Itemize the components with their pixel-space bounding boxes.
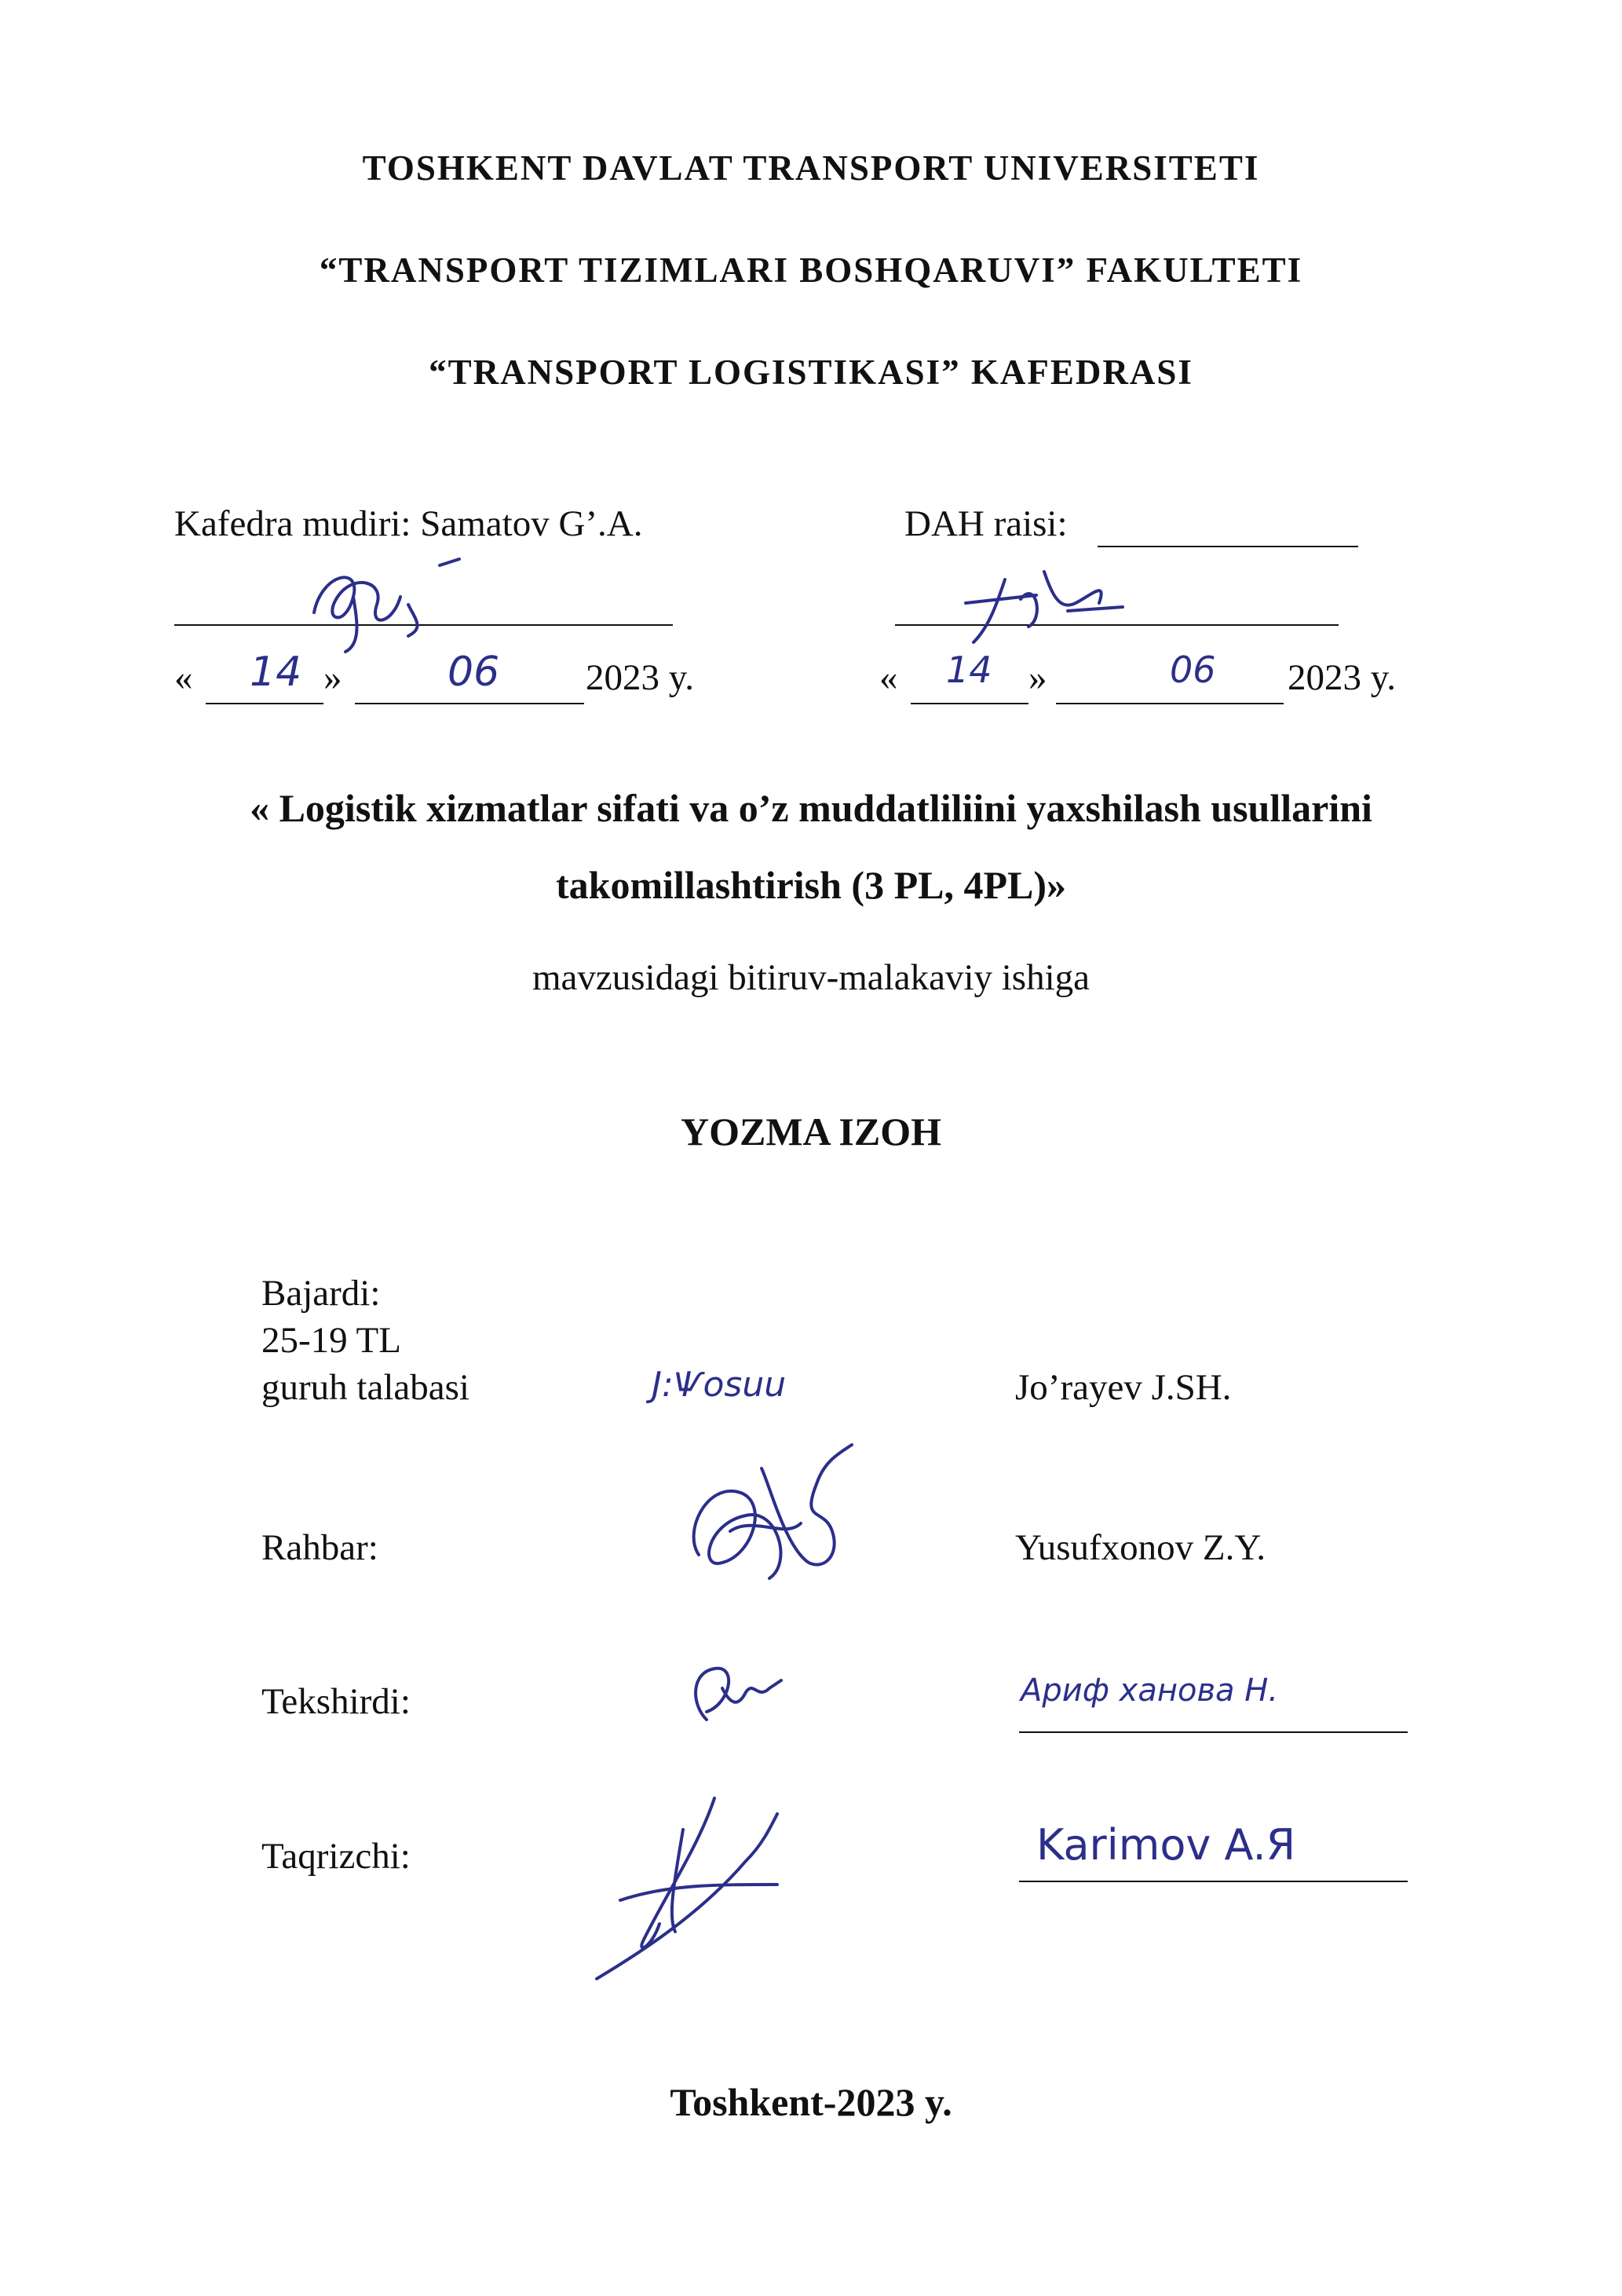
thesis-subtitle: mavzusidagi bitiruv-malakaviy ishiga: [532, 957, 1090, 998]
dah-signature-image: [950, 564, 1131, 650]
dah-chair-name-line: [1098, 546, 1358, 547]
checker-name-line: [1019, 1731, 1408, 1733]
dah-month-line: [1056, 703, 1284, 704]
head-date-close-quote: »: [323, 657, 342, 698]
supervisor-signature-image: [675, 1437, 864, 1594]
reviewer-name: Karimov A.Я: [1036, 1820, 1296, 1870]
place-year: Toshkent-2023 y.: [670, 2080, 952, 2124]
checker-signature-image: [683, 1657, 801, 1727]
checker-label: Tekshirdi:: [261, 1681, 411, 1722]
reviewer-signature-image: [589, 1782, 824, 1994]
dah-date-close-quote: »: [1028, 657, 1047, 698]
performer-group: 25-19 TL: [261, 1320, 401, 1361]
document-type: YOZMA IZOH: [681, 1110, 941, 1153]
performer-role: guruh talabasi: [261, 1367, 469, 1408]
reviewer-name-line: [1019, 1881, 1408, 1882]
supervisor-label: Rahbar:: [261, 1527, 378, 1568]
dah-month-value: 06: [1170, 649, 1216, 691]
checker-name: Ариф xaнoвa Н.: [1021, 1673, 1279, 1709]
head-of-department-label: Kafedra mudiri: Samatov G’.A.: [174, 503, 643, 544]
reviewer-label: Taqrizchi:: [261, 1836, 411, 1877]
dah-day-line: [911, 703, 1028, 704]
performer-name: Jo’rayev J.SH.: [1015, 1367, 1232, 1408]
faculty-name: “TRANSPORT TIZIMLARI BOSHQARUVI” FAKULTETI: [319, 250, 1303, 290]
thesis-title-line-2: takomillashtirish (3 PL, 4PL)»: [555, 863, 1067, 907]
dah-day-value: 14: [946, 649, 992, 691]
performer-label: Bajardi:: [261, 1273, 381, 1314]
head-month-line: [355, 703, 584, 704]
head-month-value: 06: [448, 649, 500, 696]
head-date-open-quote: «: [174, 657, 193, 698]
head-day-line: [206, 703, 323, 704]
head-day-value: 14: [250, 649, 302, 696]
supervisor-name: Yusufxonov Z.Y.: [1015, 1527, 1266, 1568]
department-name: “TRANSPORT LOGISTIKASI” KAFEDRASI: [429, 353, 1193, 392]
thesis-title-line-1: « Logistik xizmatlar sifati va o’z muddatliliini yaxshilash usullarini: [250, 786, 1372, 830]
performer-signature: J:Ѱosuu: [652, 1365, 787, 1405]
head-signature-image: [290, 550, 471, 660]
dah-date-open-quote: «: [879, 657, 898, 698]
head-date-year: 2023 y.: [586, 657, 694, 698]
university-name: TOSHKENT DAVLAT TRANSPORT UNIVERSITETI: [362, 148, 1260, 188]
dah-chair-label: DAH raisi:: [904, 503, 1068, 544]
dah-date-year: 2023 y.: [1288, 657, 1396, 698]
